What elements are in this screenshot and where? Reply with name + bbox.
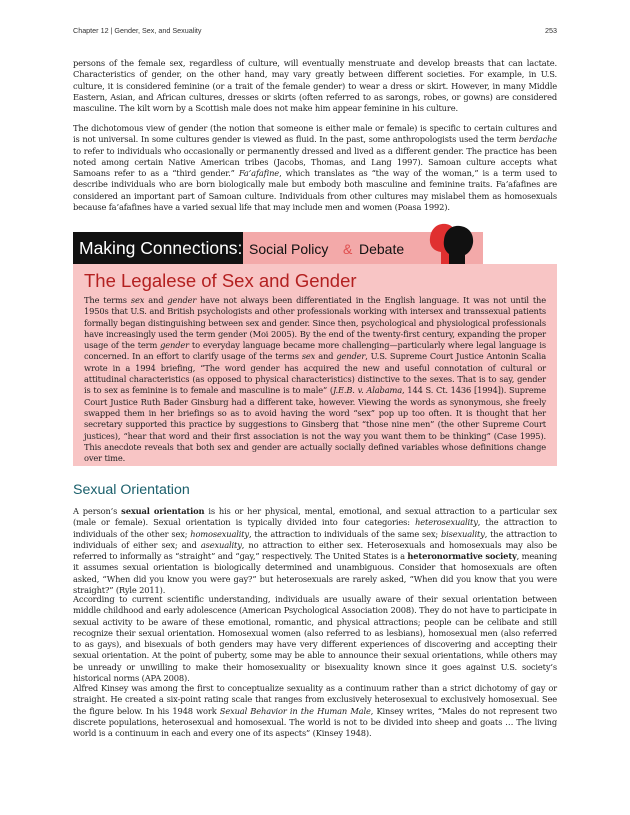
banner-topic-social-policy: Social Policy: [249, 241, 329, 257]
paragraph-dichotomous-gender: The dichotomous view of gender (the notion that someone is either male or female) is specific to certain cultures and is not universal. In some cultures gender is viewed as fluid. In the past, some anthropologists used the term berdache to refer to individuals who occasionally or permanently dressed and lived as a different gender. The practice has been noted among certain Native American tribes (Jacobs, Thomas, and Lang 1997). Samoan culture accepts what Samoans refer to as a “third gender.” Fa’afafine, which translates as “the way of the woman,” is a term used to describe individuals who are born biologically male but embody both masculine and feminine traits. Fa’afafines are considered an important part of Samoan culture. Individuals from other cultures may mislabel them as homosexuals because fa’afafines have a varied sexual life that may include men and women (Poasa 1992).: [73, 123, 557, 213]
paragraph-gender-characteristics: persons of the female sex, regardless of culture, will eventually menstruate and develop breasts that can lactate. Characteristics of gender, on the other hand, may vary greatly between different societies. For example, in U.S. culture, it is considered feminine (or a trait of the female gender) to wear a dress or skirt. However, in many Middle Eastern, Asian, and African cultures, dresses or skirts (often referred to as sarongs, robes, or gowns) are considered masculine. The kilt worn by a Scottish male does not make him appear feminine in his culture.: [73, 58, 557, 114]
chapter-title: Chapter 12 | Gender, Sex, and Sexuality: [73, 26, 202, 35]
paragraph-kinsey: Alfred Kinsey was among the first to conceptualize sexuality as a continuum rather than a strict dichotomy of gay or straight. He created a six-point rating scale that ranges from exclusively heterosexual to exclusively homosexual. See the figure below. In his 1948 work Sexual Behavior in the Human Male, Kinsey writes, “Males do not represent two discrete populations, heterosexual and homosexual. The world is not to be divided into sheep and goats … The living world is a continuum in each and every one of its aspects” (Kinsey 1948).: [73, 683, 557, 739]
feature-box-legalese: [73, 264, 557, 466]
paragraph-awareness: According to current scientific understanding, individuals are usually aware of their sexual orientation between middle childhood and early adolescence (American Psychological Association 2008). They do not have to participate in sexual activity to be aware of these emotional, romantic, and physical attractions; people can be celibate and still recognize their sexual orientation. Homosexual women (also referred to as lesbians), homosexual men (also referred to as gays), and bisexuals of both genders may have very different experiences of discovering and accepting their sexual orientation. At the point of puberty, some may be able to announce their sexual orientations, while others may be unready or unwilling to make their homosexuality or bisexuality known since it goes against U.S. society’s historical norms (APA 2008).: [73, 594, 557, 684]
feature-title: The Legalese of Sex and Gender: [84, 270, 357, 291]
paragraph-sexual-orientation-definition: A person’s sexual orientation is his or her physical, mental, emotional, and sexual attraction to a particular sex (male or female). Sexual orientation is typically divided into four categories: heterosexuality, the attraction to individuals of the other sex; homosexuality, the attraction to individuals of the same sex; bisexuality, the attraction to individuals of either sex; and asexuality, no attraction to either sex. Heterosexuals and homosexuals may also be referred to informally as “straight” and “gay,” respectively. The United States is a heteronormative society, meaning it assumes sexual orientation is biologically determined and unambiguous. Consider that homosexuals are often asked, “When did you know you were gay?” but heterosexuals are rarely asked, “When did you know that you were straight?” (Ryle 2011).: [73, 506, 557, 596]
banner-ampersand: &: [343, 241, 353, 257]
section-title: Sexual Orientation: [73, 482, 190, 498]
page-number: 253: [545, 26, 557, 35]
banner-topic-debate: Debate: [359, 241, 405, 257]
banner-label: Making Connections:: [79, 238, 243, 258]
running-header: [73, 26, 557, 38]
making-connections-banner: [73, 232, 557, 264]
feature-paragraph: The terms sex and gender have not always been differentiated in the English language. It was not until the 1950s that U.S. and British psychologists and other professionals working with intersex and transsexual patients formally began distinguishing between sex and gender. Since then, psychological and physiological professionals have increasingly used the term gender (Moi 2005). By the end of the twenty-first century, expanding the proper usage of the term gender to everyday language became more challenging—particularly where legal language is concerned. In an effort to clarify usage of the terms sex and gender, U.S. Supreme Court Justice Antonin Scalia wrote in a 1994 briefing, “The word gender has acquired the new and useful connotation of cultural or attitudinal characteristics (as opposed to physical characteristics) distinctive to the sexes. That is to say, gender is to sex as feminine is to female and masculine is to male” (J.E.B. v. Alabama, 144 S. Ct. 1436 [1994]). Supreme Court Justice Ruth Bader Ginsburg had a different take, however. Viewing the words as synonymous, she freely swapped them in her briefings so as to avoid having the word “sex” pop up too often. It is thought that her secretary supported this practice by suggestions to Ginsberg that “those nine men” (the other Supreme Court justices), “hear that word and their first association is not the way you want them to be thinking” (Case 1995). This anecdote reveals that both sex and gender are actually socially defined variables whose definitions change over time.: [84, 295, 546, 464]
debate-heads-icon: [403, 218, 483, 264]
